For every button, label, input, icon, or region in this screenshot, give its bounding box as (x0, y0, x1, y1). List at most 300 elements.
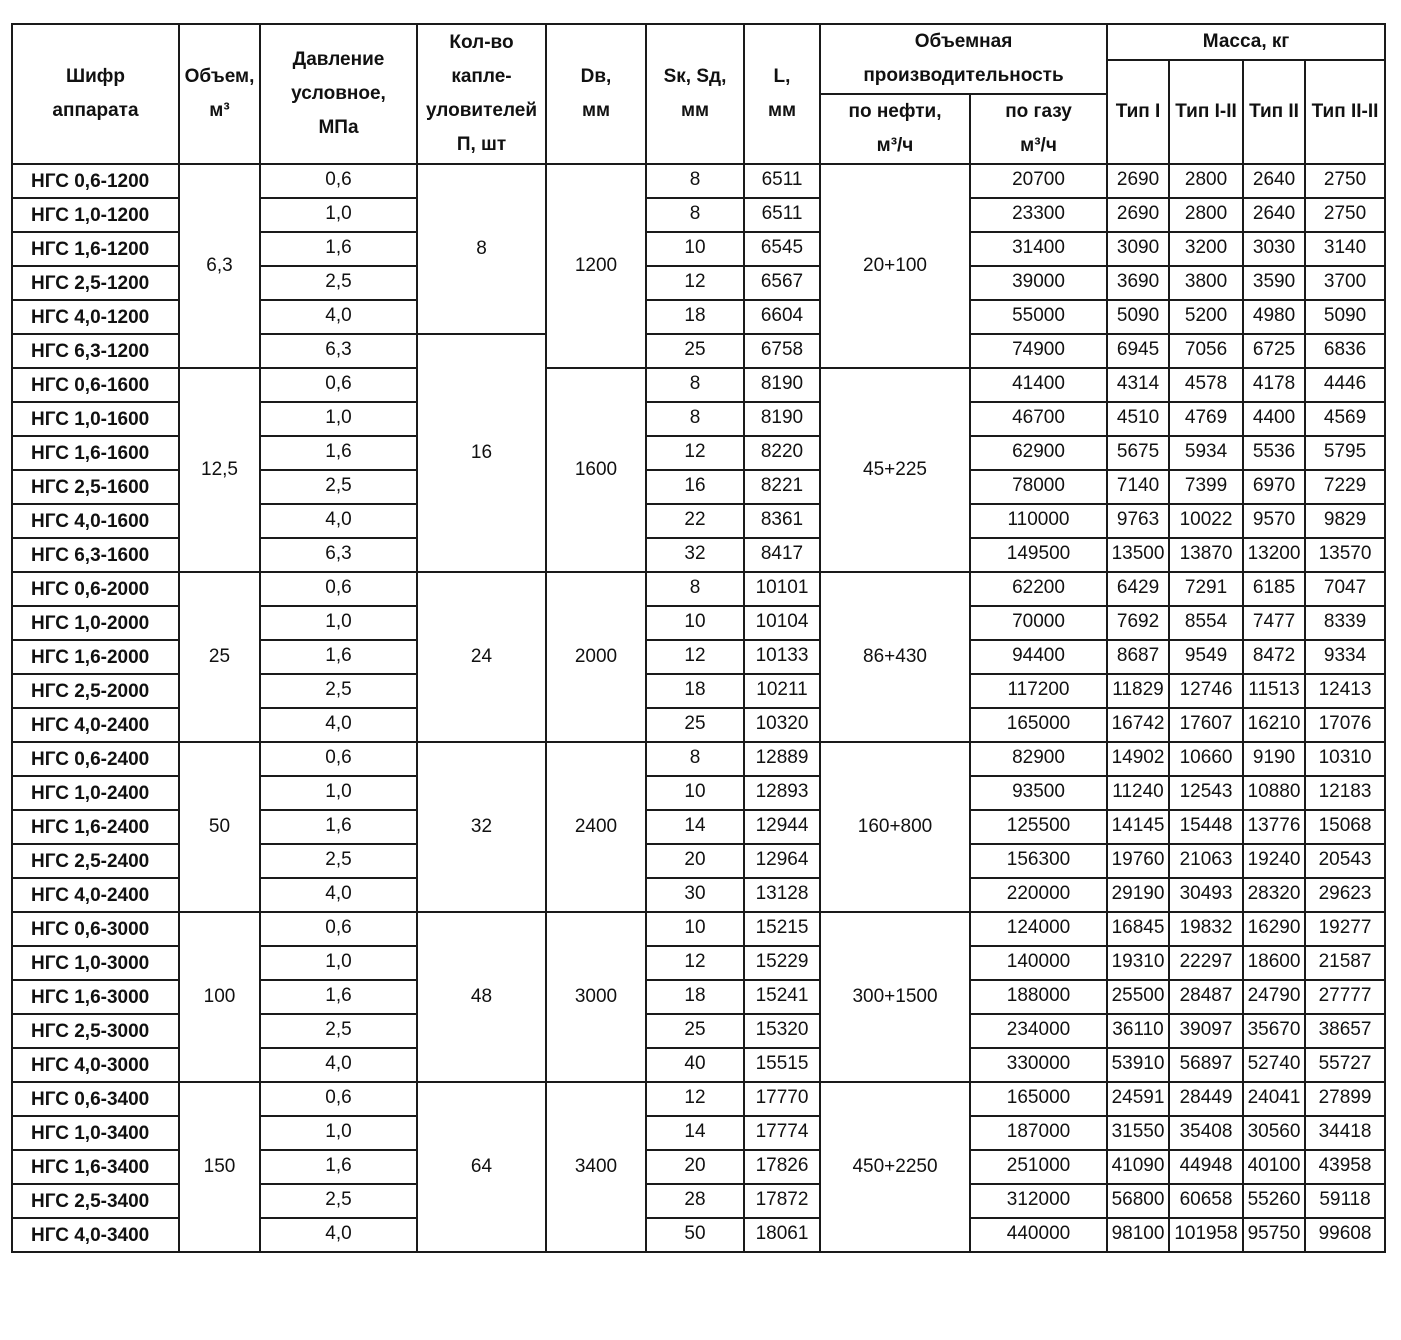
pressure-cell: 0,6 (260, 912, 417, 946)
pressure-cell: 4,0 (260, 708, 417, 742)
apparatus-code-cell: НГС 1,6-2000 (12, 640, 179, 674)
mass-type-1-2-cell: 44948 (1169, 1150, 1243, 1184)
sk-cell: 8 (646, 742, 744, 776)
mass-type-2-2-cell: 38657 (1305, 1014, 1385, 1048)
mass-type-1-cell: 3690 (1107, 266, 1169, 300)
mass-type-1-2-cell: 9549 (1169, 640, 1243, 674)
mass-type-1-2-cell: 7291 (1169, 572, 1243, 606)
length-cell: 13128 (744, 878, 820, 912)
mass-type-2-2-cell: 7047 (1305, 572, 1385, 606)
sk-cell: 40 (646, 1048, 744, 1082)
mass-type-1-cell: 11829 (1107, 674, 1169, 708)
gas-capacity-cell: 74900 (970, 334, 1107, 368)
header-dv: Dв, мм (546, 24, 646, 164)
sk-cell: 12 (646, 266, 744, 300)
sk-cell: 8 (646, 164, 744, 198)
mass-type-1-cell: 25500 (1107, 980, 1169, 1014)
gas-capacity-cell: 23300 (970, 198, 1107, 232)
gas-capacity-cell: 440000 (970, 1218, 1107, 1252)
mass-type-1-2-cell: 39097 (1169, 1014, 1243, 1048)
pressure-cell: 2,5 (260, 1184, 417, 1218)
sk-cell: 10 (646, 232, 744, 266)
mass-type-2-2-cell: 43958 (1305, 1150, 1385, 1184)
dv-cell: 1600 (546, 368, 646, 572)
oil-capacity-cell: 450+2250 (820, 1082, 970, 1252)
pressure-cell: 1,0 (260, 946, 417, 980)
header-mass: Масса, кг (1107, 24, 1385, 60)
length-cell: 8417 (744, 538, 820, 572)
mass-type-1-cell: 16845 (1107, 912, 1169, 946)
mass-type-2-cell: 19240 (1243, 844, 1305, 878)
catchers-cell: 64 (417, 1082, 546, 1252)
apparatus-code-cell: НГС 4,0-1600 (12, 504, 179, 538)
gas-capacity-cell: 20700 (970, 164, 1107, 198)
mass-type-1-cell: 56800 (1107, 1184, 1169, 1218)
header-oil: по нефти, м³/ч (820, 94, 970, 164)
mass-type-1-cell: 19760 (1107, 844, 1169, 878)
mass-type-2-2-cell: 34418 (1305, 1116, 1385, 1150)
sk-cell: 8 (646, 572, 744, 606)
pressure-cell: 2,5 (260, 266, 417, 300)
mass-type-2-2-cell: 2750 (1305, 198, 1385, 232)
apparatus-code-cell: НГС 2,5-2000 (12, 674, 179, 708)
gas-capacity-cell: 70000 (970, 606, 1107, 640)
mass-type-2-2-cell: 99608 (1305, 1218, 1385, 1252)
pressure-cell: 0,6 (260, 742, 417, 776)
apparatus-code-cell: НГС 1,6-3400 (12, 1150, 179, 1184)
mass-type-2-2-cell: 10310 (1305, 742, 1385, 776)
apparatus-code-cell: НГС 0,6-3400 (12, 1082, 179, 1116)
mass-type-2-cell: 4178 (1243, 368, 1305, 402)
oil-capacity-cell: 86+430 (820, 572, 970, 742)
length-cell: 15320 (744, 1014, 820, 1048)
gas-capacity-cell: 62900 (970, 436, 1107, 470)
apparatus-code-cell: НГС 1,6-1600 (12, 436, 179, 470)
gas-capacity-cell: 312000 (970, 1184, 1107, 1218)
apparatus-code-cell: НГС 4,0-2400 (12, 708, 179, 742)
mass-type-2-2-cell: 5090 (1305, 300, 1385, 334)
mass-type-1-2-cell: 21063 (1169, 844, 1243, 878)
mass-type-1-cell: 7692 (1107, 606, 1169, 640)
pressure-cell: 4,0 (260, 504, 417, 538)
mass-type-1-cell: 53910 (1107, 1048, 1169, 1082)
sk-cell: 25 (646, 708, 744, 742)
pressure-cell: 4,0 (260, 300, 417, 334)
header-mass-type-2: Тип II (1243, 60, 1305, 164)
mass-type-2-cell: 18600 (1243, 946, 1305, 980)
gas-capacity-cell: 82900 (970, 742, 1107, 776)
mass-type-2-2-cell: 9334 (1305, 640, 1385, 674)
sk-cell: 14 (646, 1116, 744, 1150)
mass-type-2-cell: 5536 (1243, 436, 1305, 470)
length-cell: 10133 (744, 640, 820, 674)
table-row (12, 912, 1385, 946)
gas-capacity-cell: 156300 (970, 844, 1107, 878)
mass-type-2-2-cell: 8339 (1305, 606, 1385, 640)
mass-type-1-cell: 13500 (1107, 538, 1169, 572)
mass-type-2-cell: 3590 (1243, 266, 1305, 300)
apparatus-code-cell: НГС 0,6-2400 (12, 742, 179, 776)
mass-type-2-2-cell: 7229 (1305, 470, 1385, 504)
mass-type-2-2-cell: 19277 (1305, 912, 1385, 946)
header-mass-type-1-2: Тип I-II (1169, 60, 1243, 164)
apparatus-code-cell: НГС 4,0-3400 (12, 1218, 179, 1252)
apparatus-code-cell: НГС 1,0-2400 (12, 776, 179, 810)
oil-capacity-cell: 160+800 (820, 742, 970, 912)
mass-type-2-cell: 6970 (1243, 470, 1305, 504)
apparatus-code-cell: НГС 1,6-2400 (12, 810, 179, 844)
mass-type-2-2-cell: 13570 (1305, 538, 1385, 572)
sk-cell: 22 (646, 504, 744, 538)
mass-type-2-2-cell: 3140 (1305, 232, 1385, 266)
mass-type-1-2-cell: 30493 (1169, 878, 1243, 912)
apparatus-code-cell: НГС 1,6-1200 (12, 232, 179, 266)
mass-type-2-cell: 9570 (1243, 504, 1305, 538)
volume-cell: 12,5 (179, 368, 260, 572)
mass-type-2-cell: 16290 (1243, 912, 1305, 946)
mass-type-1-cell: 5675 (1107, 436, 1169, 470)
mass-type-2-2-cell: 55727 (1305, 1048, 1385, 1082)
gas-capacity-cell: 165000 (970, 708, 1107, 742)
table-header (12, 24, 1385, 164)
mass-type-2-2-cell: 5795 (1305, 436, 1385, 470)
mass-type-2-2-cell: 12413 (1305, 674, 1385, 708)
mass-type-2-2-cell: 15068 (1305, 810, 1385, 844)
gas-capacity-cell: 117200 (970, 674, 1107, 708)
mass-type-2-cell: 55260 (1243, 1184, 1305, 1218)
mass-type-1-cell: 11240 (1107, 776, 1169, 810)
mass-type-1-cell: 19310 (1107, 946, 1169, 980)
length-cell: 10104 (744, 606, 820, 640)
apparatus-code-cell: НГС 6,3-1600 (12, 538, 179, 572)
mass-type-2-cell: 8472 (1243, 640, 1305, 674)
gas-capacity-cell: 124000 (970, 912, 1107, 946)
dv-cell: 1200 (546, 164, 646, 368)
mass-type-1-2-cell: 12543 (1169, 776, 1243, 810)
sk-cell: 25 (646, 1014, 744, 1048)
sk-cell: 14 (646, 810, 744, 844)
oil-capacity-cell: 300+1500 (820, 912, 970, 1082)
gas-capacity-cell: 234000 (970, 1014, 1107, 1048)
pressure-cell: 4,0 (260, 1218, 417, 1252)
apparatus-code-cell: НГС 2,5-1200 (12, 266, 179, 300)
sk-cell: 18 (646, 674, 744, 708)
sk-cell: 10 (646, 912, 744, 946)
mass-type-1-cell: 8687 (1107, 640, 1169, 674)
gas-capacity-cell: 93500 (970, 776, 1107, 810)
sk-cell: 18 (646, 300, 744, 334)
header-l: L, мм (744, 24, 820, 164)
apparatus-code-cell: НГС 0,6-1200 (12, 164, 179, 198)
table-body (12, 164, 1385, 1252)
gas-capacity-cell: 187000 (970, 1116, 1107, 1150)
apparatus-code-cell: НГС 1,0-1600 (12, 402, 179, 436)
pressure-cell: 4,0 (260, 1048, 417, 1082)
length-cell: 6758 (744, 334, 820, 368)
gas-capacity-cell: 94400 (970, 640, 1107, 674)
gas-capacity-cell: 251000 (970, 1150, 1107, 1184)
length-cell: 15241 (744, 980, 820, 1014)
length-cell: 15215 (744, 912, 820, 946)
header-sk: Sк, Sд, мм (646, 24, 744, 164)
length-cell: 12893 (744, 776, 820, 810)
sk-cell: 12 (646, 436, 744, 470)
length-cell: 6511 (744, 164, 820, 198)
apparatus-code-cell: НГС 2,5-2400 (12, 844, 179, 878)
mass-type-1-cell: 4314 (1107, 368, 1169, 402)
mass-type-1-cell: 2690 (1107, 164, 1169, 198)
gas-capacity-cell: 140000 (970, 946, 1107, 980)
gas-capacity-cell: 78000 (970, 470, 1107, 504)
mass-type-1-2-cell: 3800 (1169, 266, 1243, 300)
sk-cell: 28 (646, 1184, 744, 1218)
pressure-cell: 1,0 (260, 1116, 417, 1150)
sk-cell: 12 (646, 1082, 744, 1116)
sk-cell: 25 (646, 334, 744, 368)
length-cell: 8221 (744, 470, 820, 504)
mass-type-2-cell: 10880 (1243, 776, 1305, 810)
gas-capacity-cell: 125500 (970, 810, 1107, 844)
mass-type-1-2-cell: 28449 (1169, 1082, 1243, 1116)
mass-type-1-2-cell: 56897 (1169, 1048, 1243, 1082)
mass-type-1-2-cell: 7399 (1169, 470, 1243, 504)
apparatus-code-cell: НГС 6,3-1200 (12, 334, 179, 368)
mass-type-2-cell: 9190 (1243, 742, 1305, 776)
mass-type-1-2-cell: 35408 (1169, 1116, 1243, 1150)
pressure-cell: 2,5 (260, 844, 417, 878)
apparatus-code-cell: НГС 0,6-3000 (12, 912, 179, 946)
mass-type-2-cell: 40100 (1243, 1150, 1305, 1184)
mass-type-2-2-cell: 4569 (1305, 402, 1385, 436)
gas-capacity-cell: 39000 (970, 266, 1107, 300)
length-cell: 10101 (744, 572, 820, 606)
mass-type-1-2-cell: 2800 (1169, 164, 1243, 198)
gas-capacity-cell: 31400 (970, 232, 1107, 266)
header-mass-type-2-2: Тип II-II (1305, 60, 1385, 164)
mass-type-1-cell: 16742 (1107, 708, 1169, 742)
mass-type-1-cell: 6429 (1107, 572, 1169, 606)
apparatus-code-cell: НГС 1,0-3000 (12, 946, 179, 980)
apparatus-code-cell: НГС 1,6-3000 (12, 980, 179, 1014)
volume-cell: 50 (179, 742, 260, 912)
mass-type-1-2-cell: 4578 (1169, 368, 1243, 402)
mass-type-1-cell: 7140 (1107, 470, 1169, 504)
mass-type-1-cell: 5090 (1107, 300, 1169, 334)
apparatus-code-cell: НГС 4,0-2400 (12, 878, 179, 912)
volume-cell: 100 (179, 912, 260, 1082)
mass-type-2-2-cell: 2750 (1305, 164, 1385, 198)
pressure-cell: 1,0 (260, 606, 417, 640)
mass-type-2-cell: 24041 (1243, 1082, 1305, 1116)
pressure-cell: 1,0 (260, 402, 417, 436)
mass-type-1-cell: 31550 (1107, 1116, 1169, 1150)
oil-capacity-cell: 20+100 (820, 164, 970, 368)
gas-capacity-cell: 41400 (970, 368, 1107, 402)
sk-cell: 10 (646, 776, 744, 810)
mass-type-1-cell: 41090 (1107, 1150, 1169, 1184)
mass-type-2-cell: 4980 (1243, 300, 1305, 334)
mass-type-2-cell: 52740 (1243, 1048, 1305, 1082)
length-cell: 12964 (744, 844, 820, 878)
apparatus-code-cell: НГС 2,5-3000 (12, 1014, 179, 1048)
gas-capacity-cell: 220000 (970, 878, 1107, 912)
header-gas: по газу м³/ч (970, 94, 1107, 164)
mass-type-2-cell: 6185 (1243, 572, 1305, 606)
mass-type-2-cell: 24790 (1243, 980, 1305, 1014)
mass-type-2-2-cell: 6836 (1305, 334, 1385, 368)
mass-type-2-cell: 2640 (1243, 198, 1305, 232)
catchers-cell: 48 (417, 912, 546, 1082)
pressure-cell: 1,0 (260, 198, 417, 232)
mass-type-1-2-cell: 15448 (1169, 810, 1243, 844)
length-cell: 12944 (744, 810, 820, 844)
catchers-cell: 16 (417, 334, 546, 572)
pressure-cell: 1,6 (260, 436, 417, 470)
sk-cell: 32 (646, 538, 744, 572)
mass-type-1-cell: 4510 (1107, 402, 1169, 436)
mass-type-2-2-cell: 27777 (1305, 980, 1385, 1014)
mass-type-1-2-cell: 17607 (1169, 708, 1243, 742)
mass-type-2-2-cell: 29623 (1305, 878, 1385, 912)
length-cell: 17770 (744, 1082, 820, 1116)
mass-type-1-2-cell: 13870 (1169, 538, 1243, 572)
sk-cell: 10 (646, 606, 744, 640)
pressure-cell: 1,0 (260, 776, 417, 810)
apparatus-code-cell: НГС 0,6-1600 (12, 368, 179, 402)
sk-cell: 18 (646, 980, 744, 1014)
mass-type-1-2-cell: 4769 (1169, 402, 1243, 436)
length-cell: 17826 (744, 1150, 820, 1184)
apparatus-code-cell: НГС 2,5-3400 (12, 1184, 179, 1218)
volume-cell: 25 (179, 572, 260, 742)
mass-type-1-2-cell: 60658 (1169, 1184, 1243, 1218)
mass-type-1-2-cell: 5200 (1169, 300, 1243, 334)
mass-type-1-cell: 14902 (1107, 742, 1169, 776)
length-cell: 10320 (744, 708, 820, 742)
mass-type-1-2-cell: 10660 (1169, 742, 1243, 776)
length-cell: 18061 (744, 1218, 820, 1252)
mass-type-2-2-cell: 4446 (1305, 368, 1385, 402)
apparatus-code-cell: НГС 1,0-1200 (12, 198, 179, 232)
pressure-cell: 2,5 (260, 1014, 417, 1048)
sk-cell: 16 (646, 470, 744, 504)
mass-type-1-cell: 98100 (1107, 1218, 1169, 1252)
sk-cell: 8 (646, 368, 744, 402)
length-cell: 15515 (744, 1048, 820, 1082)
mass-type-2-2-cell: 9829 (1305, 504, 1385, 538)
mass-type-1-2-cell: 7056 (1169, 334, 1243, 368)
apparatus-code-cell: НГС 4,0-1200 (12, 300, 179, 334)
apparatus-code-cell: НГС 4,0-3000 (12, 1048, 179, 1082)
pressure-cell: 1,6 (260, 640, 417, 674)
mass-type-1-2-cell: 28487 (1169, 980, 1243, 1014)
mass-type-1-2-cell: 12746 (1169, 674, 1243, 708)
length-cell: 12889 (744, 742, 820, 776)
mass-type-2-cell: 6725 (1243, 334, 1305, 368)
mass-type-2-cell: 3030 (1243, 232, 1305, 266)
pressure-cell: 2,5 (260, 470, 417, 504)
dv-cell: 3000 (546, 912, 646, 1082)
length-cell: 10211 (744, 674, 820, 708)
table-row (12, 164, 1385, 198)
mass-type-1-2-cell: 8554 (1169, 606, 1243, 640)
length-cell: 8190 (744, 368, 820, 402)
volume-cell: 6,3 (179, 164, 260, 368)
pressure-cell: 1,6 (260, 232, 417, 266)
mass-type-1-2-cell: 19832 (1169, 912, 1243, 946)
gas-capacity-cell: 188000 (970, 980, 1107, 1014)
pressure-cell: 1,6 (260, 980, 417, 1014)
catchers-cell: 32 (417, 742, 546, 912)
mass-type-1-cell: 24591 (1107, 1082, 1169, 1116)
sk-cell: 8 (646, 198, 744, 232)
mass-type-1-2-cell: 101958 (1169, 1218, 1243, 1252)
pressure-cell: 0,6 (260, 368, 417, 402)
mass-type-2-2-cell: 3700 (1305, 266, 1385, 300)
pressure-cell: 0,6 (260, 572, 417, 606)
mass-type-1-cell: 36110 (1107, 1014, 1169, 1048)
mass-type-1-cell: 14145 (1107, 810, 1169, 844)
length-cell: 8361 (744, 504, 820, 538)
header-catchers: Кол-во капле- уловителей П, шт (417, 24, 546, 164)
mass-type-1-cell: 2690 (1107, 198, 1169, 232)
pressure-cell: 6,3 (260, 334, 417, 368)
separator-spec-table (11, 23, 1386, 1253)
length-cell: 6567 (744, 266, 820, 300)
length-cell: 8190 (744, 402, 820, 436)
pressure-cell: 4,0 (260, 878, 417, 912)
table-row (12, 1082, 1385, 1116)
mass-type-2-cell: 35670 (1243, 1014, 1305, 1048)
gas-capacity-cell: 165000 (970, 1082, 1107, 1116)
pressure-cell: 1,6 (260, 810, 417, 844)
mass-type-2-2-cell: 27899 (1305, 1082, 1385, 1116)
pressure-cell: 0,6 (260, 164, 417, 198)
gas-capacity-cell: 62200 (970, 572, 1107, 606)
pressure-cell: 6,3 (260, 538, 417, 572)
table-row (12, 742, 1385, 776)
mass-type-2-2-cell: 17076 (1305, 708, 1385, 742)
catchers-cell: 8 (417, 164, 546, 334)
mass-type-1-2-cell: 2800 (1169, 198, 1243, 232)
header-pressure: Давление условное, МПа (260, 24, 417, 164)
sk-cell: 50 (646, 1218, 744, 1252)
length-cell: 6511 (744, 198, 820, 232)
mass-type-2-2-cell: 21587 (1305, 946, 1385, 980)
table-row (12, 368, 1385, 402)
dv-cell: 3400 (546, 1082, 646, 1252)
gas-capacity-cell: 55000 (970, 300, 1107, 334)
mass-type-2-cell: 2640 (1243, 164, 1305, 198)
catchers-cell: 24 (417, 572, 546, 742)
gas-capacity-cell: 46700 (970, 402, 1107, 436)
length-cell: 6604 (744, 300, 820, 334)
header-volume: Объем, м³ (179, 24, 260, 164)
length-cell: 17774 (744, 1116, 820, 1150)
mass-type-1-cell: 9763 (1107, 504, 1169, 538)
mass-type-1-cell: 6945 (1107, 334, 1169, 368)
header-code: Шифр аппарата (12, 24, 179, 164)
gas-capacity-cell: 110000 (970, 504, 1107, 538)
header-capacity: Объемная производительность (820, 24, 1107, 94)
sk-cell: 20 (646, 1150, 744, 1184)
mass-type-1-cell: 29190 (1107, 878, 1169, 912)
apparatus-code-cell: НГС 1,0-2000 (12, 606, 179, 640)
mass-type-2-2-cell: 20543 (1305, 844, 1385, 878)
header-mass-type-1: Тип I (1107, 60, 1169, 164)
mass-type-2-cell: 11513 (1243, 674, 1305, 708)
pressure-cell: 0,6 (260, 1082, 417, 1116)
